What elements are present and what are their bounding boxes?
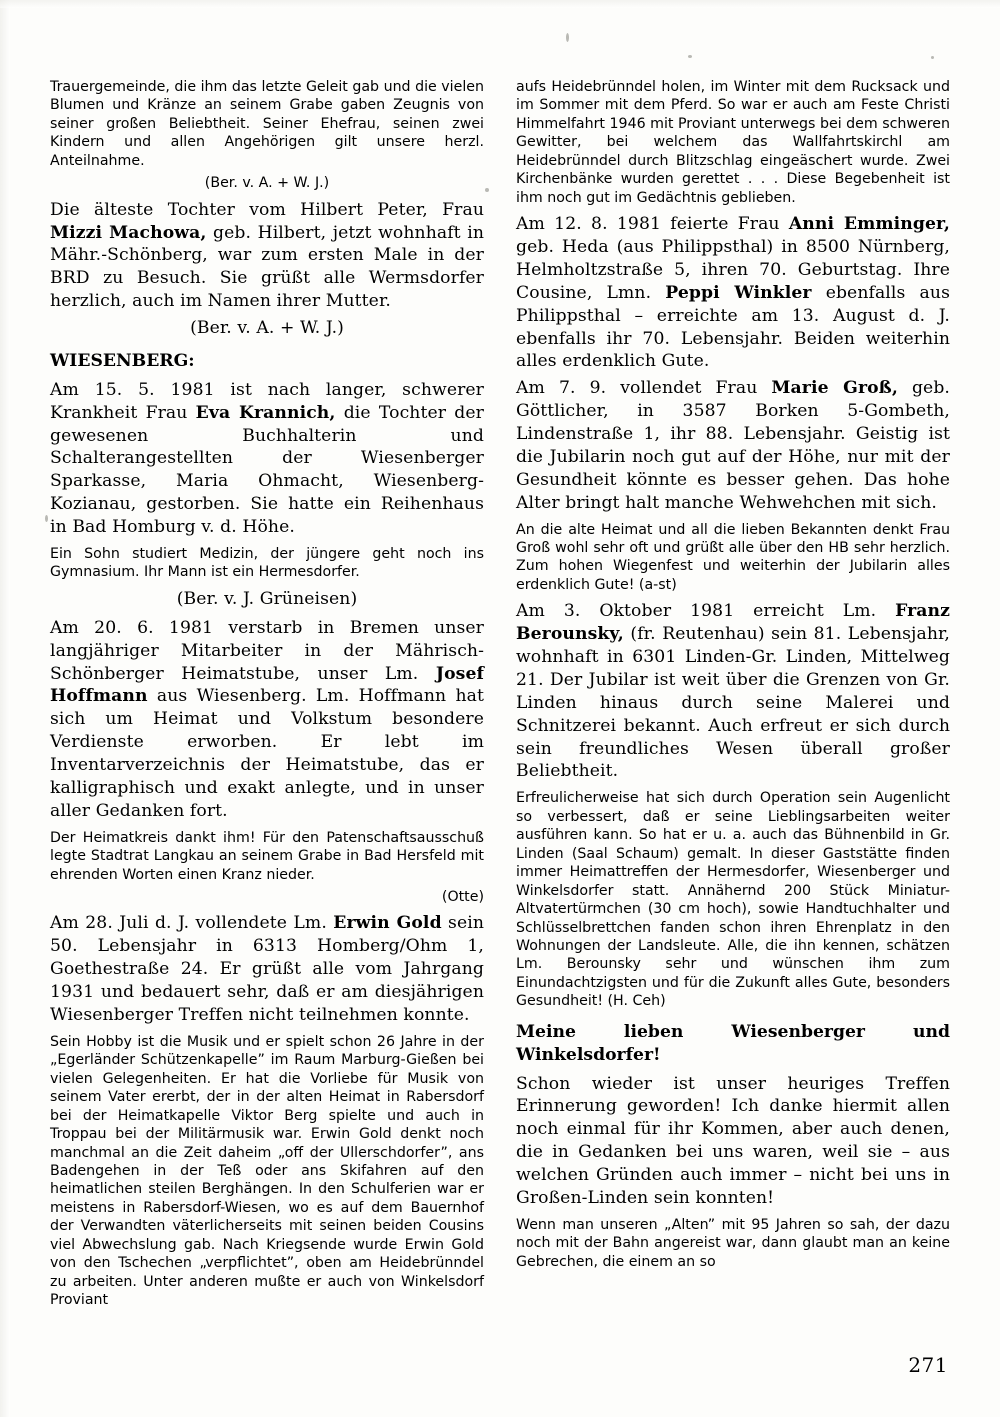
page-number: 271 [908, 1353, 948, 1377]
article-paragraph: Am 3. Oktober 1981 erreicht Lm. Franz Berounsky, (fr. Reutenhau) sein 81. Lebensjahr, wohnhaft in 6301 Linden-Gr. Linden, Mittelweg 21. Der Jubilar ist weit über die Grenzen von Gr. Linden hinaus durch seine Malerei und Schnitzerei bekannt. Auch erfreut er sich durch sein freundliches Wesen überall großer Beliebtheit. [516, 601, 950, 782]
section-heading: Meine lieben Wiesenberger und Winkelsdorfer! [516, 1021, 950, 1065]
article-paragraph: Am 12. 8. 1981 feierte Frau Anni Emminger, geb. Heda (aus Philippsthal) in 8500 Nürnberg, Helmholtzstraße 5, ihren 70. Geburtstag. Ihre Cousine, Lmn. Peppi Winkler ebenfalls aus Philippsthal – erreichte am 13. August d. J. ebenfalls ihr 70. Lebensjahr. Beiden weiterhin alles erdenklich Gute. [516, 214, 951, 372]
article-paragraph: (Otte) [441, 888, 484, 905]
scan-speck [566, 33, 569, 42]
article-paragraph: Erfreulicherweise hat sich durch Operation sein Augenlicht so verbessert, daß er seine Lieblingsarbeiten weiter ausführen kann. So hat er u. a. auch das Bühnenbild in Gr. Linden (Saal Schaum) gemalt. In dieser Gaststätte finden immer Heimattreffen der Hermesdorfer, Wiesenberger und Winkelsdorfer statt. Annähernd 200 Stück Miniatur-Altvatertürmchen (30 cm hoch), sowie Handtuchhalter und Schlüsselbrettchen fanden schon ihren Ehrenplatz in den Wohnungen der Landsleute. Alle, die ihn kennen, schätzen Lm. Berounsky sehr und wünschen ihm zum Einundachtzigsten und für die Zukunft alles Gute, besonders Gesundheit! (H. Ceh) [516, 790, 950, 1010]
article-paragraph: Der Heimatkreis dankt ihm! Für den Patenschaftsausschuß legte Stadtrat Langkau an seinem Grabe in Bad Hersfeld mit ehrenden Worten einen Kranz nieder. [50, 829, 484, 883]
article-paragraph: Am 7. 9. vollendet Frau Marie Groß, geb. Göttlicher, in 3587 Borken 5-Gombeth, Lindenstraße 1, ihr 88. Lebensjahr. Geistig ist die Jubilarin noch gut auf der Höhe, nur mit der Gesundheit könnte es besser gehen. Das hohe Alter bringt halt manche Wehwehchen mit sich. [516, 378, 950, 513]
article-paragraph: Am 28. Juli d. J. vollendete Lm. Erwin Gold sein 50. Lebensjahr in 6313 Homberg/Ohm 1, Goethestraße 24. Er grüßt alle vom Jahrgang 1931 und bedauert sehr, daß er am diesjährigen Wiesenberger Treffen nicht teilnehmen konnte. [50, 913, 484, 1025]
article-paragraph: (Ber. v. A. + W. J.) [204, 175, 330, 192]
article-paragraph: Wenn man unseren „Alten” mit 95 Jahren so sah, der dazu noch mit der Bahn angereist war, dann glaubt man an keine Gebrechen, die einem an so [516, 1216, 950, 1270]
article-paragraph: Am 15. 5. 1981 ist nach langer, schwerer Krankheit Frau Eva Krannich, die Tochter der gewesenen Buchhalterin und Schalterangestellten der Wiesenberger Sparkasse, Maria Ohmacht, Wiesenberg-Kozianau, gestorben. Sie hatte ein Reihenhaus in Bad Homburg v. d. Höhe. [50, 379, 484, 538]
article-paragraph: Sein Hobby ist die Musik und er spielt schon 26 Jahre in der „Egerländer Schützenkapelle” im Raum Marburg-Gießen bei vielen Gelegenheiten. Er hat die Vorliebe für Musik von seinem Vater ererbt, der in der alten Heimat in Rabersdorf bei der Heimatkapelle Viktor Berg spielte und auch in Troppau bei der Militärmusik war. Erwin Gold denkt noch manchmal an die Zeit daheim „off der Ullerschdorfer”, ans Badengehen in der Teß oder ans Skifahren auf den heimatlichen steilen Berghängen. In den Schulferien war er meistens in Rabersdorf-Wiesen, wo es auf dem Bauernhof der Verwandten väterlicherseits mit seinen beiden Cousins viel Abwechslung gab. Nach Kriegsende wurde Erwin Gold von den Tschechen „verpflichtet”, oben am Heidebrünndel zu arbeiten. Unter anderen mußte er auch von Winkelsdorf Proviant [50, 1033, 484, 1309]
scan-speck [931, 56, 934, 59]
article-paragraph: (Ber. v. J. Grüneisen) [176, 588, 358, 609]
article-paragraph: (Ber. v. A. + W. J.) [190, 318, 344, 339]
left-column [50, 78, 484, 1310]
section-heading: WIESENBERG: [50, 350, 195, 371]
scan-speck [688, 55, 692, 58]
right-column [516, 78, 950, 1310]
two-column-text-body [50, 78, 950, 1310]
scan-speck [45, 515, 48, 522]
page-top-edge-shading [0, 0, 1000, 8]
article-paragraph: Schon wieder ist unser heuriges Treffen Erinnerung geworden! Ich danke hiermit allen noch einmal für ihr Kommen, aber auch denen, die in Gedanken bei uns waren, weil sie – aus welchen Gründen auch immer – nicht bei uns in Großen-Linden sein konnten! [516, 1073, 950, 1208]
article-paragraph: aufs Heidebrünndel holen, im Winter mit dem Rucksack und im Sommer mit dem Pferd. So war er auch am Feste Christi Himmelfahrt 1946 mit Proviant unterwegs bei dem schweren Gewitter, bei welchem das Wallfahrtskirchl am Heidebrünndel durch Blitzschlag eingeäschert wurde. Zwei Kirchenbänke wurden gerettet . . . Diese Begebenheit ist ihm noch gut im Gedächtnis geblieben. [516, 79, 950, 206]
article-paragraph: An die alte Heimat und all die lieben Bekannten denkt Frau Groß wohl sehr oft und grüßt alle über den HB sehr herzlich. Zum hohen Wiegenfest und weiterhin der Jubilarin alles erdenklich Gute! (a-st) [516, 521, 950, 593]
article-paragraph: Trauergemeinde, die ihm das letzte Geleit gab und die vielen Blumen und Kränze an seinem Grabe gaben Zeugnis von seiner großen Beliebtheit. Seiner Ehefrau, seinen zwei Kindern und allen Angehörigen gilt unsere herzl. Anteilnahme. [50, 79, 484, 169]
article-paragraph: Ein Sohn studiert Medizin, der jüngere geht noch ins Gymnasium. Ihr Mann ist ein Hermesdorfer. [50, 545, 484, 581]
article-paragraph: Die älteste Tochter vom Hilbert Peter, Frau Mizzi Machowa, geb. Hilbert, jetzt wohnhaft in Mähr.-Schönberg, war zum ersten Male in der BRD zu Besuch. Sie grüßt alle Wermsdorfer herzlich, auch im Namen ihrer Mutter. [50, 199, 484, 312]
page-left-edge-shading [0, 0, 10, 1417]
article-paragraph: Am 20. 6. 1981 verstarb in Bremen unser langjähriger Mitarbeiter in der Mährisch-Schönberger Heimatstube, unser Lm. Josef Hoffmann aus Wiesenberg. Lm. Hoffmann hat sich um Heimat und Volkstum besondere Verdienste erworben. Er lebt im Inventarverzeichnis der Heimatstube, das er kalligraphisch und exakt anlegte, und in unser aller Gedanken fort. [50, 617, 484, 821]
